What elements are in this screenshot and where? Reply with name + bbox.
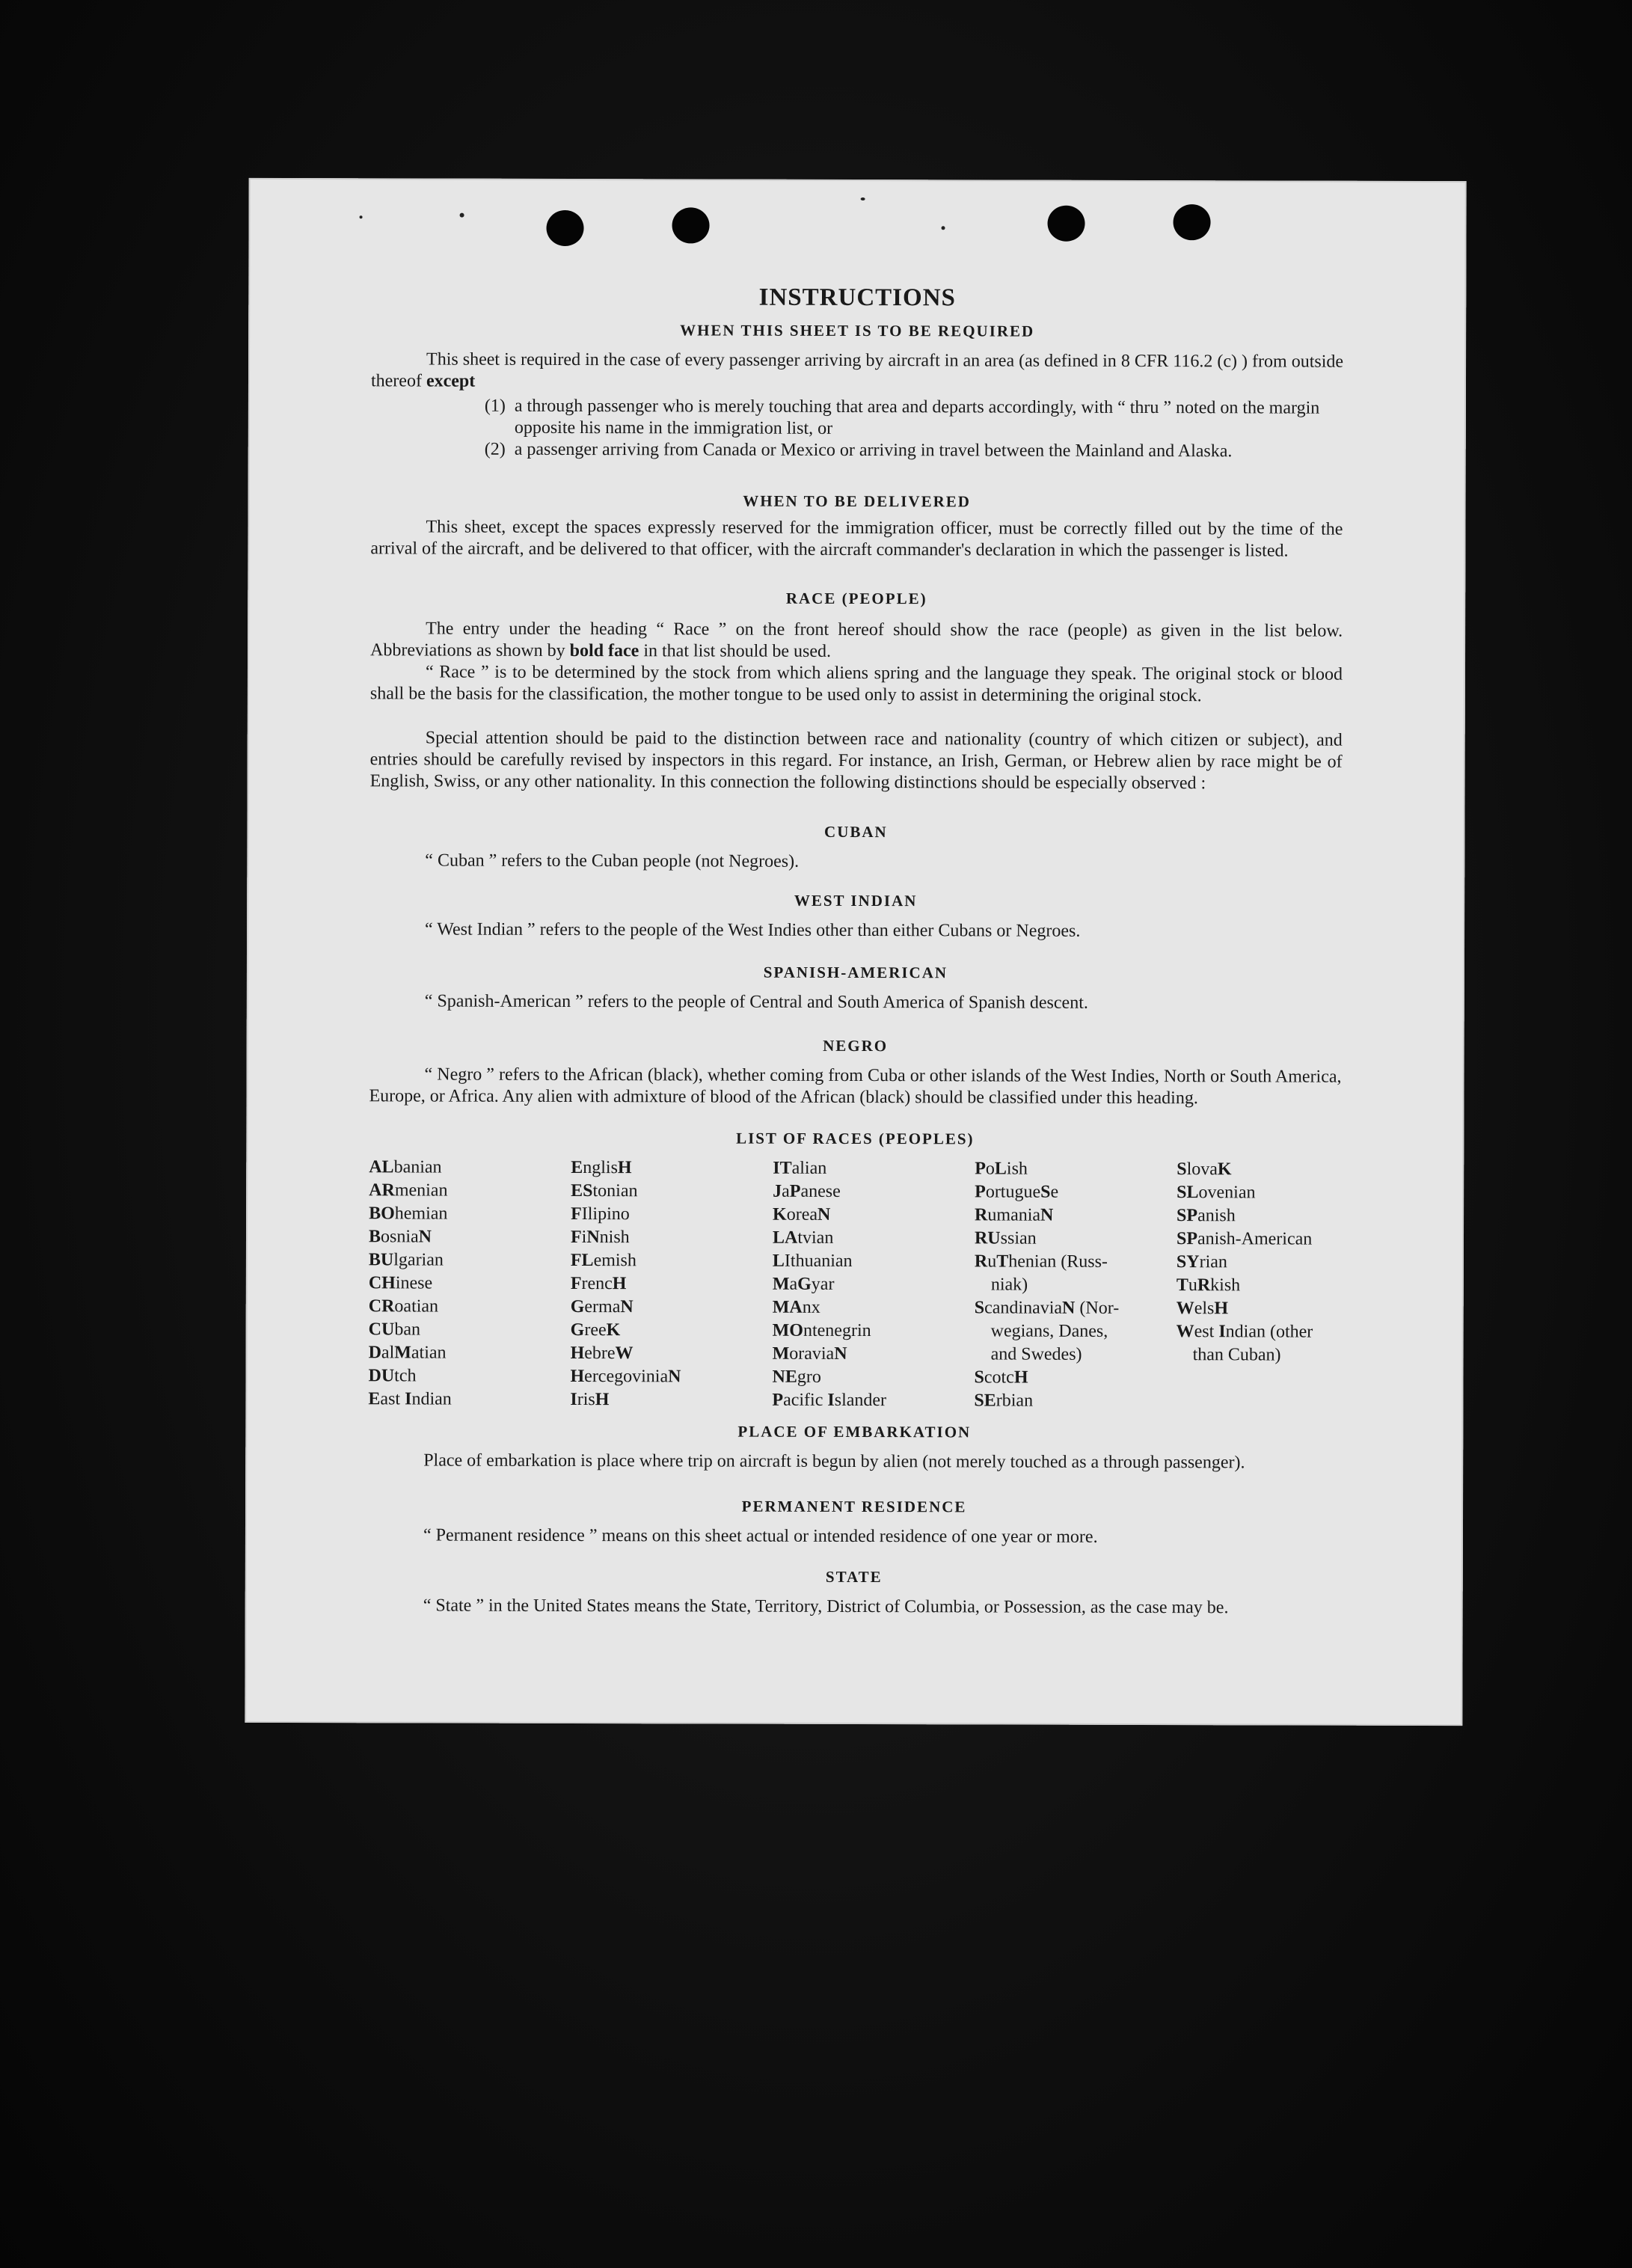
race-text: alian bbox=[791, 1158, 827, 1178]
paragraph: This sheet is required in the case of every passenger arriving by aircraft in an area (as defined in 8 CFR 116.2 (c) ) from outside thereof except bbox=[370, 349, 1344, 391]
race-abbrev: SY bbox=[1176, 1252, 1200, 1272]
section-heading: PLACE OF EMBARKATION bbox=[737, 1422, 972, 1441]
paragraph: “ State ” in the United States means the State, Territory, District of Columbia, or Possession, as the case may be. bbox=[423, 1596, 1229, 1618]
race-entry bbox=[1177, 1228, 1378, 1251]
race-entry bbox=[571, 1296, 773, 1320]
paragraph: “ Permanent residence ” means on this sheet actual or intended residence of one year or more. bbox=[423, 1525, 1098, 1547]
race-abbrev: IT bbox=[773, 1158, 792, 1178]
paragraph: “ Negro ” refers to the African (black), whether coming from Cuba or other islands of the West Indies, North or South America, Europe, or Africa. Any alien with admixture of blood of the African (black) should be classified under this heading. bbox=[369, 1064, 1342, 1109]
list-item: (1) a through passenger who is merely touching that area and departs accordingly, with “ thru ” noted on the margin opposite his name in the immigration list, or bbox=[484, 396, 1320, 438]
race-entry-continued: than Cuban) bbox=[1192, 1345, 1281, 1365]
race-abbrev: H bbox=[570, 1343, 585, 1364]
race-abbrev: H bbox=[570, 1367, 585, 1387]
race-abbrev: S bbox=[1040, 1182, 1051, 1202]
race-text: ebre bbox=[584, 1343, 616, 1364]
race-abbrev: N bbox=[1062, 1298, 1076, 1318]
race-text: yar bbox=[811, 1274, 835, 1294]
race-text: ree bbox=[584, 1320, 607, 1340]
race-entry bbox=[369, 1272, 571, 1296]
race-abbrev: R bbox=[1197, 1275, 1211, 1296]
race-text: umania bbox=[987, 1205, 1041, 1225]
races-column bbox=[368, 1156, 571, 1412]
race-abbrev: CH bbox=[368, 1273, 396, 1293]
race-abbrev: M bbox=[772, 1274, 790, 1294]
race-abbrev: I bbox=[570, 1390, 577, 1410]
section-heading: WEST INDIAN bbox=[794, 891, 918, 910]
race-abbrev: E bbox=[368, 1389, 381, 1409]
race-entry bbox=[773, 1157, 975, 1181]
race-abbrev: RU bbox=[974, 1228, 1001, 1248]
race-abbrev: FL bbox=[570, 1251, 594, 1271]
race-text: oatian bbox=[394, 1296, 439, 1317]
race-text: candinavia bbox=[984, 1298, 1063, 1318]
race-abbrev: M bbox=[772, 1343, 790, 1364]
race-abbrev: R bbox=[974, 1251, 988, 1272]
race-abbrev: T bbox=[1176, 1275, 1188, 1296]
race-text: gro bbox=[797, 1367, 821, 1387]
race-entry bbox=[773, 1204, 975, 1228]
race-abbrev: N bbox=[586, 1228, 600, 1248]
race-text: est bbox=[1194, 1322, 1219, 1342]
paragraph: Special attention should be paid to the distinction between race and nationality (country of which citizen or subject), and entries should be carefully revised by inspectors in this regard. For instance, an Irish, German, or Hebrew alien by race might be of English, Swiss, or any other nationality. In this connection the following distinctions should be especially observed : bbox=[369, 728, 1343, 794]
race-entry bbox=[368, 1388, 570, 1412]
race-entry bbox=[1177, 1204, 1378, 1228]
race-text: ssian bbox=[1000, 1228, 1037, 1248]
race-abbrev: H bbox=[595, 1390, 610, 1410]
race-entry bbox=[773, 1320, 975, 1343]
race-text: ish bbox=[1006, 1159, 1028, 1179]
race-entry bbox=[773, 1273, 975, 1297]
race-abbrev: R bbox=[975, 1205, 988, 1225]
race-text: lgarian bbox=[393, 1250, 444, 1270]
race-abbrev: E bbox=[571, 1158, 583, 1178]
race-abbrev: K bbox=[1217, 1159, 1232, 1180]
race-text: (Nor- bbox=[1075, 1298, 1120, 1318]
races-column bbox=[1176, 1158, 1378, 1414]
race-abbrev: B bbox=[368, 1227, 381, 1247]
race-abbrev: H bbox=[1214, 1299, 1229, 1319]
race-abbrev: G bbox=[570, 1297, 585, 1317]
race-entry bbox=[571, 1319, 773, 1343]
race-entry bbox=[975, 1296, 1177, 1320]
race-text: tvian bbox=[797, 1228, 834, 1248]
race-abbrev: N bbox=[817, 1204, 831, 1225]
race-abbrev: W bbox=[1176, 1299, 1194, 1319]
races-column bbox=[974, 1157, 1177, 1413]
section-heading: WHEN TO BE DELIVERED bbox=[743, 491, 971, 511]
race-text: slander bbox=[834, 1390, 887, 1411]
race-text: u bbox=[1188, 1275, 1197, 1296]
race-abbrev: W bbox=[1176, 1322, 1194, 1342]
race-abbrev: S bbox=[1177, 1159, 1187, 1180]
punch-hole bbox=[546, 210, 583, 246]
race-entry bbox=[571, 1226, 773, 1250]
race-abbrev: I bbox=[405, 1389, 412, 1409]
race-entry bbox=[975, 1227, 1177, 1251]
section-heading: NEGRO bbox=[823, 1036, 889, 1055]
race-entry bbox=[570, 1365, 772, 1389]
race-abbrev: LA bbox=[772, 1228, 798, 1248]
race-entry bbox=[369, 1295, 571, 1319]
race-abbrev: G bbox=[570, 1320, 585, 1340]
race-abbrev: G bbox=[797, 1274, 812, 1294]
race-entry bbox=[369, 1225, 571, 1249]
race-text: nx bbox=[802, 1297, 820, 1317]
race-abbrev: ES bbox=[571, 1181, 593, 1201]
race-entry-continued: wegians, Danes, bbox=[990, 1321, 1108, 1341]
race-abbrev: SP bbox=[1176, 1229, 1198, 1249]
race-text: e bbox=[1050, 1182, 1059, 1202]
race-entry bbox=[571, 1180, 773, 1204]
paragraph: The entry under the heading “ Race ” on the front hereof should show the race (people) as given in the list below. Abbreviations as shown by bold face in that list should be used. bbox=[370, 619, 1343, 661]
race-abbrev: N bbox=[620, 1297, 634, 1317]
race-entry bbox=[571, 1249, 773, 1273]
race-abbrev: N bbox=[834, 1343, 847, 1364]
race-entry bbox=[772, 1389, 974, 1413]
race-abbrev: K bbox=[606, 1320, 621, 1340]
race-abbrev: BO bbox=[369, 1204, 395, 1224]
race-text: ortugue bbox=[985, 1182, 1041, 1202]
races-column bbox=[772, 1157, 975, 1413]
document-page bbox=[245, 178, 1466, 1726]
race-text: a bbox=[782, 1181, 790, 1201]
race-text: lova bbox=[1186, 1159, 1218, 1180]
races-list bbox=[368, 1156, 1378, 1414]
page-title: INSTRUCTIONS bbox=[758, 284, 956, 312]
race-entry bbox=[369, 1341, 571, 1365]
race-entry bbox=[571, 1272, 773, 1296]
paragraph: “ Race ” is to be determined by the stock from which aliens spring and the language they speak. The original stock or blood shall be the basis for the classification, the mother tongue to be used only to assist in determining the original stock. bbox=[369, 662, 1343, 706]
race-entry bbox=[974, 1389, 1176, 1413]
race-text: kish bbox=[1210, 1275, 1241, 1296]
race-abbrev: I bbox=[1218, 1322, 1226, 1342]
race-entry bbox=[975, 1157, 1177, 1181]
race-entry bbox=[1177, 1251, 1378, 1275]
race-abbrev: F bbox=[570, 1228, 582, 1248]
list-item: (2) a passenger arriving from Canada or Mexico or arriving in travel between the Mainland and Alaska. bbox=[484, 439, 1233, 462]
race-abbrev: K bbox=[773, 1204, 787, 1225]
race-text: menian bbox=[394, 1180, 448, 1201]
race-entry bbox=[773, 1343, 975, 1367]
race-entry bbox=[1177, 1158, 1378, 1182]
race-abbrev: M bbox=[394, 1343, 411, 1363]
race-abbrev: CU bbox=[368, 1320, 395, 1340]
race-entry-continued: niak) bbox=[990, 1275, 1028, 1295]
race-abbrev: P bbox=[975, 1182, 986, 1202]
race-text: renc bbox=[581, 1274, 613, 1294]
race-text: inese bbox=[395, 1273, 433, 1293]
race-entry bbox=[369, 1179, 571, 1203]
race-entry bbox=[1177, 1297, 1378, 1321]
race-text: i bbox=[581, 1228, 587, 1248]
race-text: o bbox=[985, 1159, 995, 1179]
race-text: a bbox=[789, 1274, 798, 1294]
race-abbrev: J bbox=[773, 1181, 782, 1201]
race-abbrev: S bbox=[974, 1367, 984, 1388]
race-abbrev: CR bbox=[368, 1296, 395, 1317]
section-heading: PERMANENT RESIDENCE bbox=[741, 1497, 967, 1516]
race-entry bbox=[570, 1388, 772, 1412]
race-abbrev: N bbox=[668, 1367, 681, 1387]
race-abbrev: SL bbox=[1177, 1183, 1199, 1203]
race-text: lipino bbox=[587, 1204, 630, 1225]
race-text: I bbox=[581, 1204, 588, 1225]
race-text: atian bbox=[411, 1343, 447, 1363]
race-entry bbox=[773, 1227, 975, 1251]
race-text: acific bbox=[783, 1390, 828, 1410]
race-abbrev: AR bbox=[369, 1180, 395, 1201]
section-heading: RACE (PEOPLE) bbox=[785, 589, 927, 608]
race-abbrev: N bbox=[418, 1227, 432, 1247]
race-text: emish bbox=[593, 1251, 636, 1271]
race-abbrev: P bbox=[975, 1159, 986, 1179]
speck bbox=[861, 197, 865, 200]
race-abbrev: T bbox=[996, 1251, 1009, 1272]
race-abbrev: SP bbox=[1177, 1206, 1198, 1226]
race-entry bbox=[1177, 1274, 1378, 1298]
race-entry bbox=[975, 1250, 1177, 1274]
paragraph: “ Spanish-American ” refers to the people of Central and South America of Spanish descent. bbox=[424, 991, 1088, 1013]
race-abbrev: W bbox=[615, 1343, 634, 1364]
race-text: tonian bbox=[592, 1181, 638, 1201]
race-abbrev: H bbox=[612, 1274, 627, 1294]
race-abbrev: SE bbox=[974, 1391, 996, 1411]
race-entry bbox=[368, 1364, 570, 1388]
race-entry bbox=[975, 1204, 1177, 1228]
race-entry bbox=[369, 1318, 571, 1342]
section-heading: SPANISH-AMERICAN bbox=[763, 963, 948, 982]
race-text: ris bbox=[577, 1390, 595, 1410]
race-abbrev: AL bbox=[369, 1157, 394, 1177]
race-abbrev: L bbox=[994, 1159, 1007, 1179]
race-text: anish-American bbox=[1197, 1229, 1313, 1249]
race-abbrev: L bbox=[772, 1251, 785, 1271]
race-abbrev: P bbox=[772, 1390, 784, 1410]
paragraph: This sheet, except the spaces expressly reserved for the immigration officer, must be correctly filled out by the time of the arrival of the aircraft, and be delivered to that officer, with the aircraft commander's declaration in which the passenger is listed. bbox=[370, 517, 1343, 561]
race-entry bbox=[369, 1156, 571, 1180]
race-text: ndian bbox=[411, 1389, 452, 1409]
race-entry-continued: and Swedes) bbox=[990, 1344, 1082, 1364]
race-text: henian (Russ- bbox=[1008, 1251, 1108, 1272]
race-abbrev: NE bbox=[772, 1367, 797, 1387]
race-text: rian bbox=[1199, 1252, 1227, 1272]
race-text: ercegovinia bbox=[584, 1367, 669, 1387]
race-entry bbox=[974, 1366, 1176, 1390]
race-text: I bbox=[784, 1251, 791, 1271]
race-entry bbox=[369, 1248, 571, 1272]
race-text: ntenegrin bbox=[803, 1320, 871, 1341]
punch-hole bbox=[1047, 206, 1085, 242]
race-text: banian bbox=[393, 1157, 442, 1177]
race-entry bbox=[773, 1296, 975, 1320]
race-text: orea bbox=[786, 1204, 818, 1225]
race-text: erma bbox=[584, 1297, 621, 1317]
race-abbrev: S bbox=[974, 1298, 985, 1318]
race-text: rbian bbox=[996, 1391, 1034, 1411]
speck bbox=[360, 215, 363, 218]
paragraph: Place of embarkation is place where trip on aircraft is begun by alien (not merely touched as a through passenger). bbox=[423, 1450, 1245, 1473]
speck bbox=[942, 226, 945, 230]
section-heading: WHEN THIS SHEET IS TO BE REQUIRED bbox=[680, 321, 1035, 340]
race-text: oravia bbox=[789, 1343, 835, 1364]
race-entry bbox=[975, 1180, 1177, 1204]
race-text: cotc bbox=[984, 1367, 1014, 1388]
race-entry bbox=[1177, 1181, 1378, 1205]
race-abbrev: BU bbox=[368, 1250, 394, 1270]
race-text: els bbox=[1194, 1299, 1215, 1319]
race-abbrev: H bbox=[1013, 1367, 1028, 1388]
race-abbrev: MO bbox=[772, 1320, 804, 1340]
section-heading: LIST OF RACES (PEOPLES) bbox=[736, 1129, 975, 1148]
race-text: osnia bbox=[380, 1227, 419, 1247]
race-entry bbox=[772, 1366, 974, 1390]
race-text: tch bbox=[394, 1366, 417, 1386]
paragraph: “ West Indian ” refers to the people of the West Indies other than either Cubans or Negroes. bbox=[425, 919, 1081, 941]
speck bbox=[460, 213, 464, 218]
race-abbrev: D bbox=[368, 1343, 381, 1363]
race-abbrev: F bbox=[571, 1204, 582, 1225]
race-abbrev: MA bbox=[772, 1297, 803, 1317]
race-text: ban bbox=[394, 1320, 421, 1340]
race-abbrev: I bbox=[827, 1390, 835, 1410]
race-text: nglis bbox=[583, 1158, 618, 1178]
race-entry bbox=[571, 1156, 773, 1180]
race-entry bbox=[571, 1342, 773, 1366]
races-column bbox=[570, 1156, 773, 1412]
race-abbrev: F bbox=[570, 1274, 582, 1294]
race-abbrev: H bbox=[617, 1158, 632, 1178]
race-entry bbox=[571, 1203, 773, 1227]
paragraph: “ Cuban ” refers to the Cuban people (not Negroes). bbox=[425, 851, 800, 871]
race-entry bbox=[1177, 1320, 1378, 1344]
race-text: nish bbox=[599, 1228, 630, 1248]
race-entry bbox=[773, 1250, 975, 1274]
race-abbrev: N bbox=[1040, 1205, 1054, 1225]
race-text: ast bbox=[380, 1389, 405, 1409]
race-text: al bbox=[381, 1343, 395, 1363]
section-heading: CUBAN bbox=[824, 822, 888, 842]
race-text: ovenian bbox=[1198, 1183, 1256, 1203]
race-abbrev: P bbox=[789, 1181, 801, 1201]
race-text: hemian bbox=[394, 1204, 448, 1224]
race-text: anese bbox=[800, 1181, 841, 1201]
race-entry bbox=[773, 1180, 975, 1204]
punch-hole bbox=[672, 207, 709, 243]
race-text: u bbox=[987, 1251, 997, 1272]
section-heading: STATE bbox=[825, 1567, 883, 1587]
race-abbrev: DU bbox=[368, 1366, 395, 1386]
race-text: anish bbox=[1197, 1206, 1236, 1226]
punch-hole bbox=[1173, 204, 1210, 240]
race-text: thuanian bbox=[790, 1251, 853, 1271]
race-entry bbox=[369, 1202, 571, 1226]
race-text: ndian (other bbox=[1225, 1322, 1313, 1342]
